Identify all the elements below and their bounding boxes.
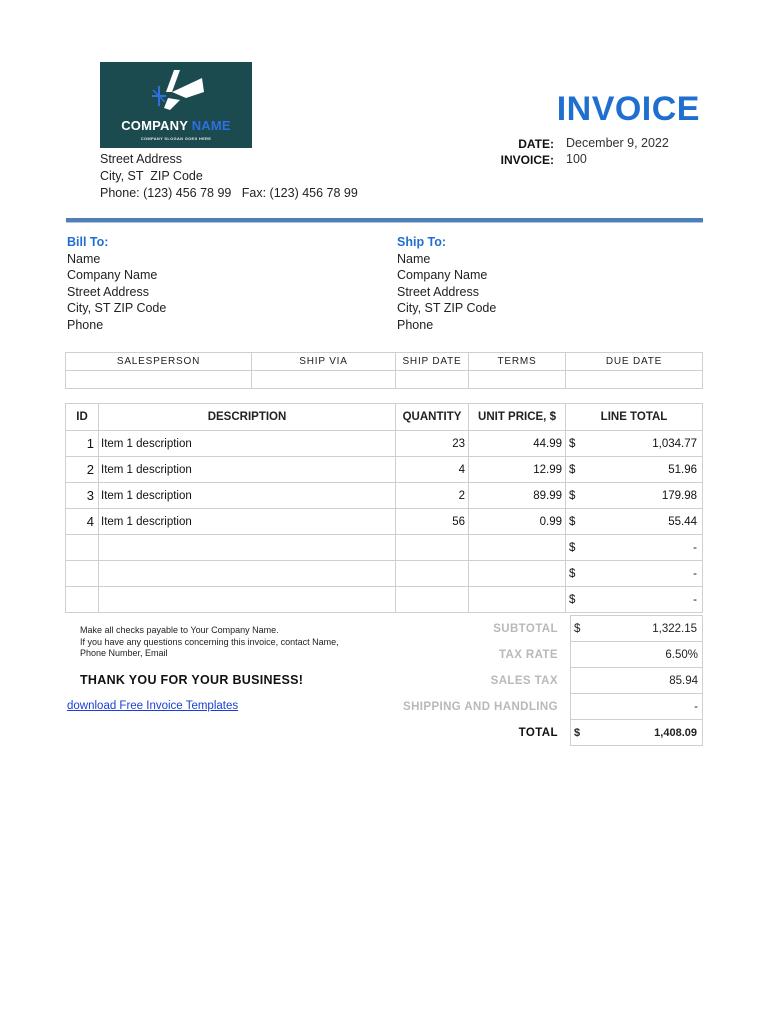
currency-symbol: $ <box>569 489 576 502</box>
item-id[interactable] <box>66 561 99 587</box>
item-line-total <box>566 587 703 613</box>
sales-tax-value: 85.94 <box>570 668 702 694</box>
line-total-value: - <box>693 593 697 606</box>
ship-to-block <box>397 235 496 334</box>
company-logo <box>100 62 252 148</box>
terms-header: TERMS <box>469 353 566 371</box>
item-line-total <box>566 535 703 561</box>
item-quantity[interactable]: 4 <box>396 457 469 483</box>
company-phone-fax: Phone: (123) 456 78 99 Fax: (123) 456 78 99 <box>100 186 358 200</box>
item-id[interactable] <box>66 535 99 561</box>
line-total-value: - <box>693 567 697 580</box>
quantity-header: QUANTITY <box>396 404 469 431</box>
ship-to-company: Company Name <box>397 268 488 282</box>
contact-note: If you have any questions concerning this invoice, contact Name, <box>80 637 339 647</box>
ship-to-phone: Phone <box>397 317 434 332</box>
item-description[interactable]: Item 1 description <box>99 483 396 509</box>
bill-to-city: City, ST ZIP Code <box>67 301 167 315</box>
line-total-value: 1,034.77 <box>652 437 697 450</box>
item-id[interactable]: 4 <box>66 509 99 535</box>
currency-symbol: $ <box>569 515 576 528</box>
item-quantity[interactable] <box>396 561 469 587</box>
salesperson-header: SALESPERSON <box>66 353 252 371</box>
terms-cell[interactable] <box>469 371 566 389</box>
currency-symbol: $ <box>573 726 581 739</box>
item-unit-price[interactable] <box>469 561 566 587</box>
due-date-cell[interactable] <box>566 371 703 389</box>
item-unit-price[interactable]: 12.99 <box>469 457 566 483</box>
currency-symbol: $ <box>569 541 576 554</box>
ship-via-header: SHIP VIA <box>252 353 396 371</box>
item-quantity[interactable] <box>396 535 469 561</box>
item-id[interactable]: 1 <box>66 431 99 457</box>
ship-date-cell[interactable] <box>396 371 469 389</box>
item-line-total <box>566 561 703 587</box>
tax-rate-value[interactable]: 6.50% <box>570 642 702 668</box>
shipping-handling-value[interactable]: - <box>570 694 702 720</box>
payment-note: Make all checks payable to Your Company Name. <box>80 625 279 635</box>
item-line-total <box>566 431 703 457</box>
line-total-value: 179.98 <box>661 489 697 502</box>
item-line-total <box>566 483 703 509</box>
due-date-header: DUE DATE <box>566 353 703 371</box>
subtotal-value: 1,322.15 <box>652 622 697 635</box>
item-quantity[interactable]: 2 <box>396 483 469 509</box>
item-unit-price[interactable] <box>469 587 566 613</box>
table-row <box>66 431 703 457</box>
date-value: December 9, 2022 <box>566 136 669 150</box>
item-description[interactable] <box>99 561 396 587</box>
table-row <box>66 483 703 509</box>
item-unit-price[interactable]: 0.99 <box>469 509 566 535</box>
item-id[interactable] <box>66 587 99 613</box>
salesperson-cell[interactable] <box>66 371 252 389</box>
company-city: City, ST ZIP Code <box>100 169 203 183</box>
items-header-row <box>66 404 703 431</box>
line-total-value: 51.96 <box>668 463 697 476</box>
item-id[interactable]: 3 <box>66 483 99 509</box>
ship-via-cell[interactable] <box>252 371 396 389</box>
total-row <box>403 720 703 746</box>
subtotal-row <box>403 616 703 642</box>
date-label: DATE: <box>518 137 554 151</box>
totals-summary <box>403 615 703 746</box>
bill-to-company: Company Name <box>67 268 158 282</box>
item-id[interactable]: 2 <box>66 457 99 483</box>
item-unit-price[interactable] <box>469 535 566 561</box>
shipping-handling-label: SHIPPING AND HANDLING <box>403 700 558 713</box>
item-line-total <box>566 509 703 535</box>
item-description[interactable] <box>99 535 396 561</box>
sales-tax-label: SALES TAX <box>490 674 558 687</box>
item-quantity[interactable] <box>396 587 469 613</box>
description-header: DESCRIPTION <box>99 404 396 431</box>
line-total-value: - <box>693 541 697 554</box>
ship-to-heading: Ship To: <box>397 235 447 249</box>
tax-rate-row <box>403 642 703 668</box>
shipping-value-row <box>66 371 703 389</box>
header-divider-shadow <box>66 222 703 223</box>
contact-details-note: Phone Number, Email <box>80 648 168 658</box>
table-row <box>66 509 703 535</box>
ship-to-street: Street Address <box>397 284 479 299</box>
table-row <box>66 457 703 483</box>
line-total-header: LINE TOTAL <box>566 404 703 431</box>
company-street: Street Address <box>100 152 182 166</box>
ship-to-city: City, ST ZIP Code <box>397 301 497 315</box>
currency-symbol: $ <box>569 593 576 606</box>
logo-slogan: COMPANY SLOGAN GOES HERE <box>140 136 212 141</box>
currency-symbol: $ <box>569 437 576 450</box>
bill-to-phone: Phone <box>67 317 104 332</box>
tax-rate-label: TAX RATE <box>498 648 558 661</box>
bill-to-heading: Bill To: <box>67 235 109 249</box>
total-label: TOTAL <box>518 726 558 739</box>
shipping-handling-row <box>403 694 703 720</box>
currency-symbol: $ <box>569 463 576 476</box>
table-row <box>66 535 703 561</box>
currency-symbol: $ <box>573 622 581 635</box>
item-description[interactable] <box>99 587 396 613</box>
subtotal-label: SUBTOTAL <box>493 622 558 635</box>
sales-tax-row <box>403 668 703 694</box>
unit-price-header: UNIT PRICE, $ <box>469 404 566 431</box>
invoice-title: INVOICE <box>556 90 700 128</box>
bill-to-name: Name <box>67 251 101 266</box>
item-unit-price[interactable]: 44.99 <box>469 431 566 457</box>
item-unit-price[interactable]: 89.99 <box>469 483 566 509</box>
currency-symbol: $ <box>569 567 576 580</box>
thank-you-message: THANK YOU FOR YOUR BUSINESS! <box>80 673 304 687</box>
invoice-number-label: INVOICE: <box>500 153 554 167</box>
subtotal-cell <box>570 616 702 642</box>
ship-to-name: Name <box>397 251 431 266</box>
table-row <box>66 587 703 613</box>
id-header: ID <box>66 404 99 431</box>
item-quantity[interactable]: 56 <box>396 509 469 535</box>
total-value: 1,408.09 <box>654 726 697 739</box>
item-line-total <box>566 457 703 483</box>
bill-to-street: Street Address <box>67 284 149 299</box>
line-total-value: 55.44 <box>668 515 697 528</box>
item-description[interactable]: Item 1 description <box>99 457 396 483</box>
ship-date-header: SHIP DATE <box>396 353 469 371</box>
item-description[interactable]: Item 1 description <box>99 509 396 535</box>
line-items-table <box>65 403 703 613</box>
total-cell <box>570 720 702 746</box>
shipping-info-table <box>65 352 703 389</box>
invoice-number-value: 100 <box>566 152 587 166</box>
logo-company-name: COMPANY NAME <box>121 118 231 133</box>
download-templates-link[interactable]: download Free Invoice Templates <box>67 700 239 712</box>
table-row <box>66 561 703 587</box>
item-quantity[interactable]: 23 <box>396 431 469 457</box>
item-description[interactable]: Item 1 description <box>99 431 396 457</box>
bill-to-block <box>67 235 166 334</box>
shipping-header-row <box>66 353 703 371</box>
